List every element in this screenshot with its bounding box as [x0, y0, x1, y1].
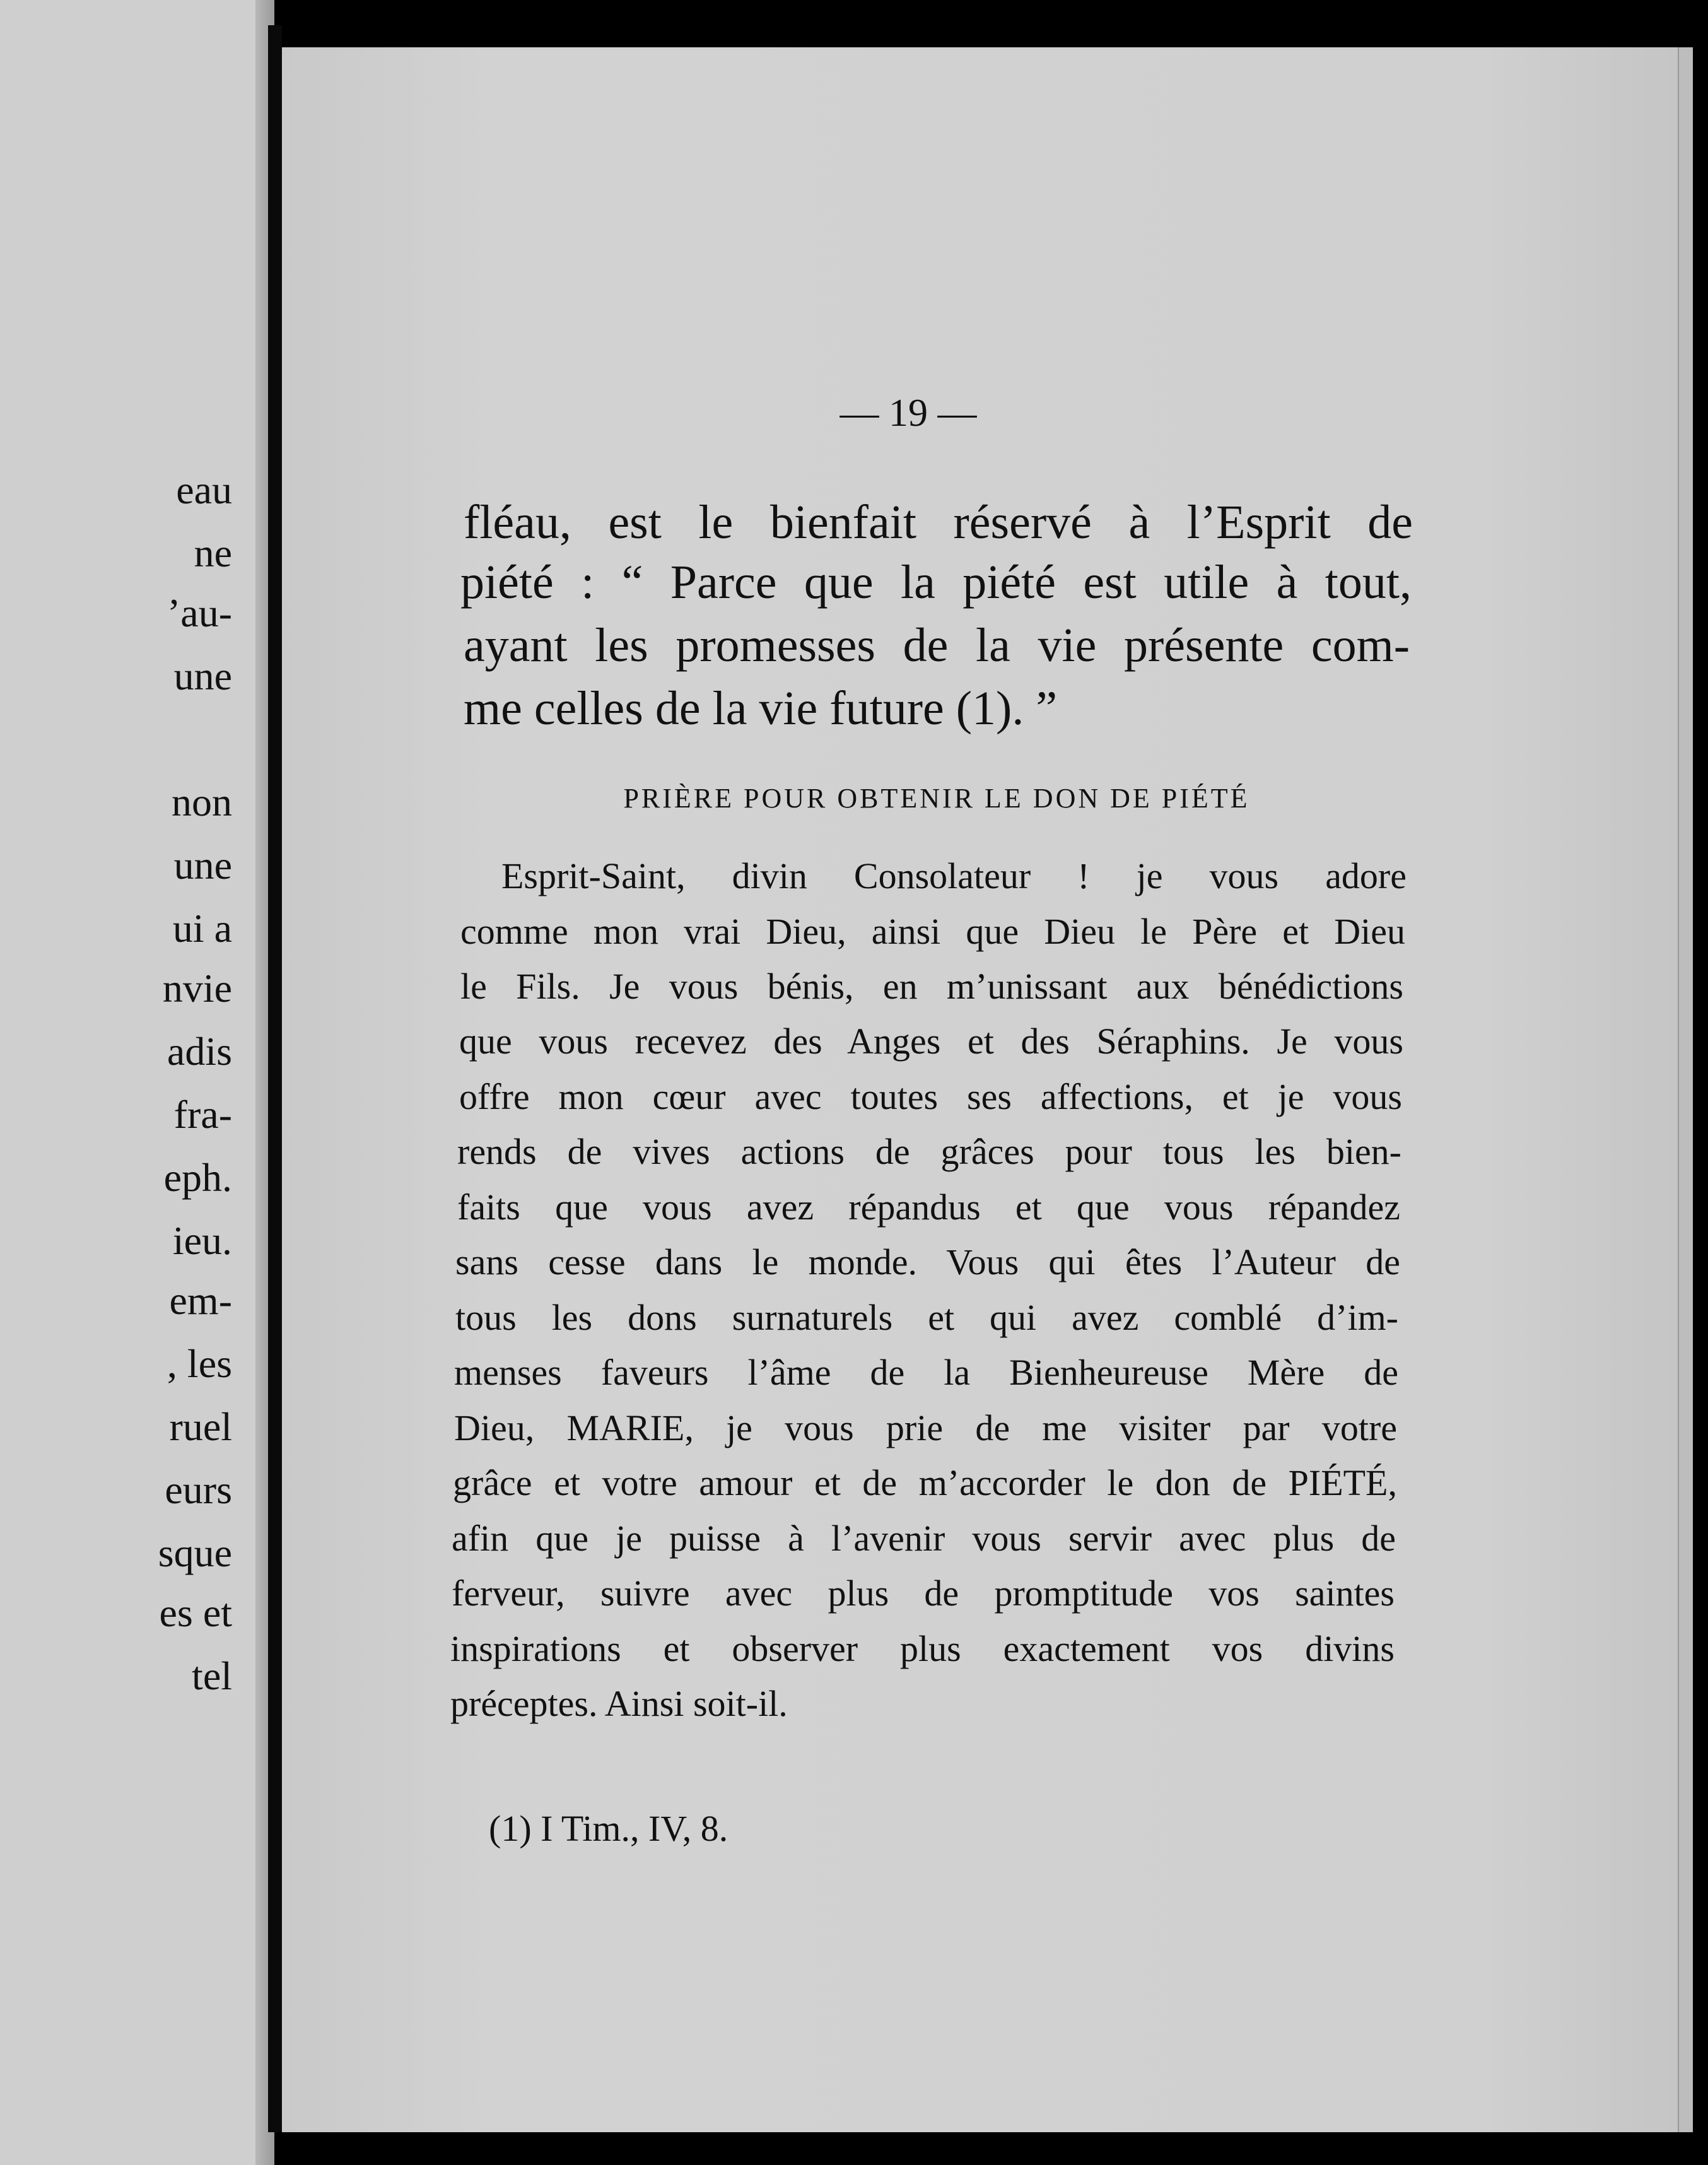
prev-page-line: ’au-	[167, 590, 232, 635]
prev-page-line: sque	[158, 1530, 232, 1575]
prayer-line: Dieu, MARIE, je vous prie de me visiter par votre	[454, 1407, 1397, 1448]
section-heading: PRIÈRE POUR OBTENIR LE DON DE PIÉTÉ	[623, 783, 1250, 814]
prayer-line: le Fils. Je vous bénis, en m’unissant aux bénédictions	[460, 966, 1403, 1007]
prev-page-line: tel	[192, 1653, 232, 1698]
prayer-line: comme mon vrai Dieu, ainsi que Dieu le Père et Dieu	[460, 911, 1405, 952]
prev-page-line: em-	[169, 1278, 232, 1323]
prayer-line: Esprit-Saint, divin Consolateur ! je vous adore	[501, 855, 1407, 896]
prayer-line: préceptes. Ainsi soit-il.	[450, 1683, 788, 1724]
prayer-line: afin que je puisse à l’avenir vous servir avec plus de	[452, 1518, 1396, 1559]
prev-page-line: une	[173, 654, 232, 698]
prev-page-line: fra-	[173, 1092, 232, 1137]
prayer-line: que vous recevez des Anges et des Séraphins. Je vous	[459, 1021, 1403, 1062]
prev-page-line: ne	[194, 531, 232, 575]
footnote: (1) I Tim., IV, 8.	[489, 1808, 728, 1849]
prayer-line: menses faveurs l’âme de la Bienheureuse Mère de	[454, 1352, 1398, 1393]
paragraph-line: piété : “ Parce que la piété est utile à tout,	[460, 556, 1412, 609]
prev-page-line: ieu.	[172, 1218, 232, 1263]
paragraph-line: ayant les promesses de la vie présente com-	[464, 619, 1410, 672]
book-spine-divider	[268, 25, 282, 2132]
prev-page-line: adis	[167, 1029, 232, 1074]
prayer-line: grâce et votre amour et de m’accorder le don de PIÉTÉ,	[453, 1462, 1397, 1503]
prev-page-line: ruel	[169, 1404, 232, 1449]
previous-page	[0, 0, 265, 2165]
prev-page-line: eurs	[165, 1467, 232, 1512]
prev-page-line: , les	[167, 1341, 232, 1386]
prayer-line: faits que vous avez répandus et que vous répandez	[457, 1187, 1400, 1228]
prayer-line: rends de vives actions de grâces pour tous les bien-	[457, 1131, 1401, 1172]
prayer-line: offre mon cœur avec toutes ses affections, et je vous	[459, 1076, 1402, 1117]
prev-page-line: nvie	[162, 966, 232, 1011]
prayer-line: tous les dons surnaturels et qui avez comblé d’im-	[455, 1297, 1398, 1338]
page-edge	[1678, 47, 1693, 2132]
prev-page-line: ui a	[172, 906, 232, 951]
page-number: — 19 —	[839, 392, 977, 435]
paragraph-line: fléau, est le bienfait réservé à l’Esprit de	[464, 496, 1413, 549]
prev-page-line: non	[172, 780, 232, 824]
prev-page-line: une	[173, 843, 232, 888]
prayer-line: sans cesse dans le monde. Vous qui êtes l’Auteur de	[455, 1241, 1400, 1282]
prayer-line: ferveur, suivre avec plus de promptitude vos saintes	[452, 1573, 1395, 1614]
paragraph-line: me celles de la vie future (1). ”	[464, 682, 1058, 735]
prev-page-line: eau	[176, 467, 232, 512]
prayer-line: inspirations et observer plus exactement vos divins	[450, 1628, 1395, 1669]
prev-page-line: es et	[159, 1590, 232, 1635]
prev-page-line: eph.	[163, 1155, 232, 1200]
